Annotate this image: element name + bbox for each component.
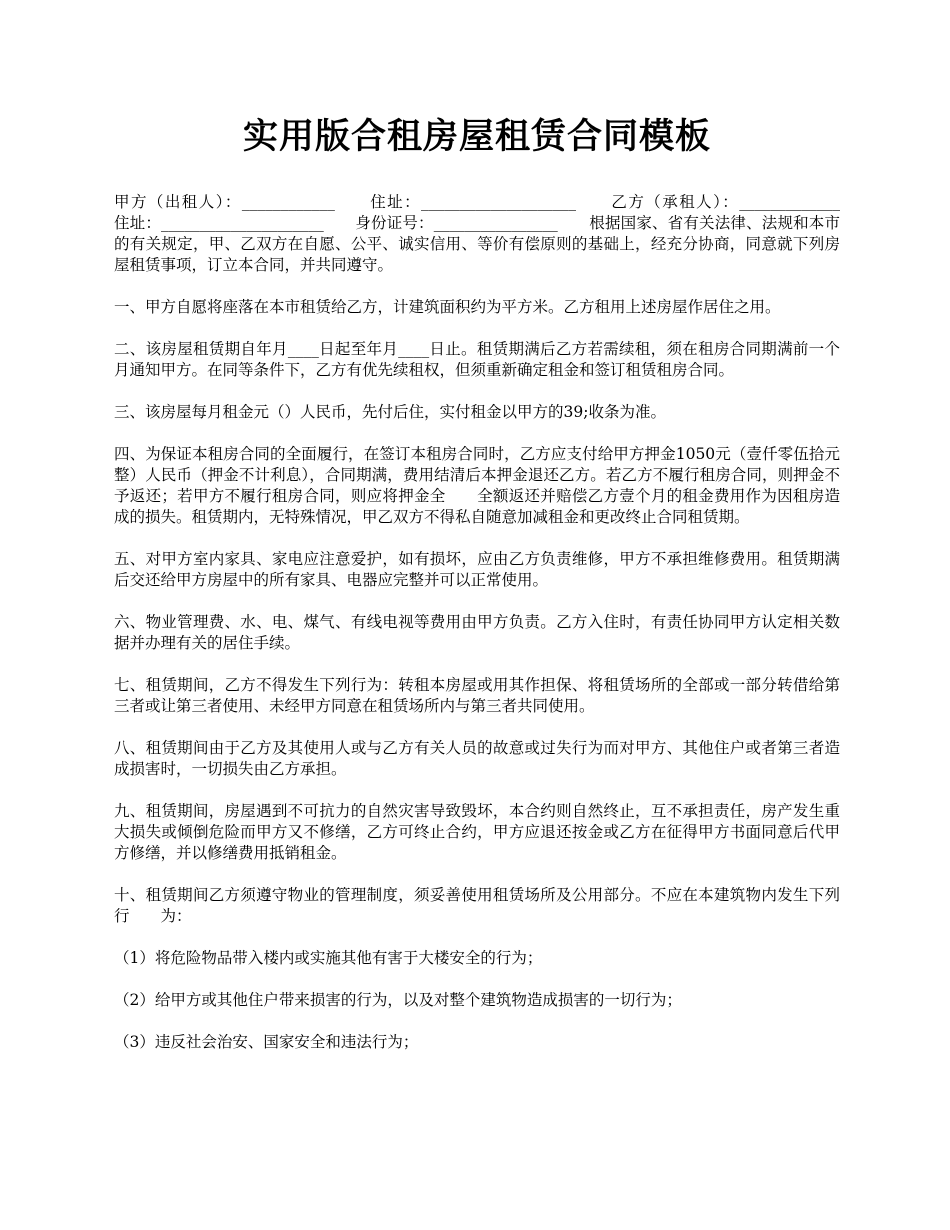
clause-4: 四、为保证本租房合同的全面履行，在签订本租房合同时，乙方应支付给甲方押金1050元（壹仟零伍拾元整）人民币（押金不计利息），合同期满，费用结清后本押金退还乙方。若乙方不履行租房合同，则押金不予返还；若甲方不履行租房合同，则应将押金全 全额返还并赔偿乙方壹个月的租金费用作为因租房造成的损失。租赁期内，无特殊情况，甲乙双方不得私自随意加减租金和更改终止合同租赁期。 xyxy=(114,445,840,526)
clause-3: 三、该房屋每月租金元（）人民币，先付后住，实付租金以甲方的39;收条为准。 xyxy=(114,403,666,421)
clause-10: 十、租赁期间乙方须遵守物业的管理制度，须妥善使用租赁场所及公用部分。不应在本建筑物内发生下列行 为： xyxy=(114,886,840,925)
clause-8: 八、租赁期间由于乙方及其使用人或与乙方有关人员的故意或过失行为而对甲方、其他住户或者第三者造成损害时，一切损失由乙方承担。 xyxy=(114,739,840,778)
clause-7: 七、租赁期间，乙方不得发生下列行为：转租本房屋或用其作担保、将租赁场所的全部或一部分转借给第三者或让第三者使用、未经甲方同意在租赁场所内与第三者共同使用。 xyxy=(114,676,840,715)
clause-1: 一、甲方自愿将座落在本市租赁给乙方，计建筑面积约为平方米。乙方租用上述房屋作居住之用。 xyxy=(114,298,781,316)
list-item: （1）将危险物品带入楼内或实施其他有害于大楼安全的行为； xyxy=(114,949,543,967)
intro-paragraph: 甲方（出租人）：____________ 住址：____________________ 乙方（承租人）：_____________ 住址：_____________________ 身份证号：________________ 根据国家、省有关法律、法规和本市的有关规定，甲、乙双方在自愿、公平、诚实信用、等价有偿原则的基础上，经充分协商，同意就下列房屋租赁事项，订立本合同，并共同遵守。 xyxy=(114,193,872,274)
document-title: 实用版合租房屋租赁合同模板 xyxy=(242,116,711,157)
clause-9: 九、租赁期间，房屋遇到不可抗力的自然灾害导致毁坏，本合约则自然终止，互不承担责任，房产发生重大损失或倾倒危险而甲方又不修缮，乙方可终止合约，甲方应退还按金或乙方在征得甲方书面同意后代甲方修缮，并以修缮费用抵销租金。 xyxy=(114,802,840,862)
document-page xyxy=(114,112,872,1074)
clause-2: 二、该房屋租赁期自年月____日起至年月____日止。租赁期满后乙方若需续租，须在租房合同期满前一个月通知甲方。在同等条件下，乙方有优先续租权，但须重新确定租金和签订租赁租房合同。 xyxy=(114,340,840,379)
clause-5: 五、对甲方室内家具、家电应注意爱护，如有损坏，应由乙方负责维修，甲方不承担维修费用。租赁期满后交还给甲方房屋中的所有家具、电器应完整并可以正常使用。 xyxy=(114,550,840,589)
clause-6: 六、物业管理费、水、电、煤气、有线电视等费用由甲方负责。乙方入住时，有责任协同甲方认定相关数据并办理有关的居住手续。 xyxy=(114,613,840,652)
list-item: （3）违反社会治安、国家安全和违法行为； xyxy=(114,1033,419,1051)
list-item: （2）给甲方或其他住户带来损害的行为，以及对整个建筑物造成损害的一切行为； xyxy=(114,991,682,1009)
